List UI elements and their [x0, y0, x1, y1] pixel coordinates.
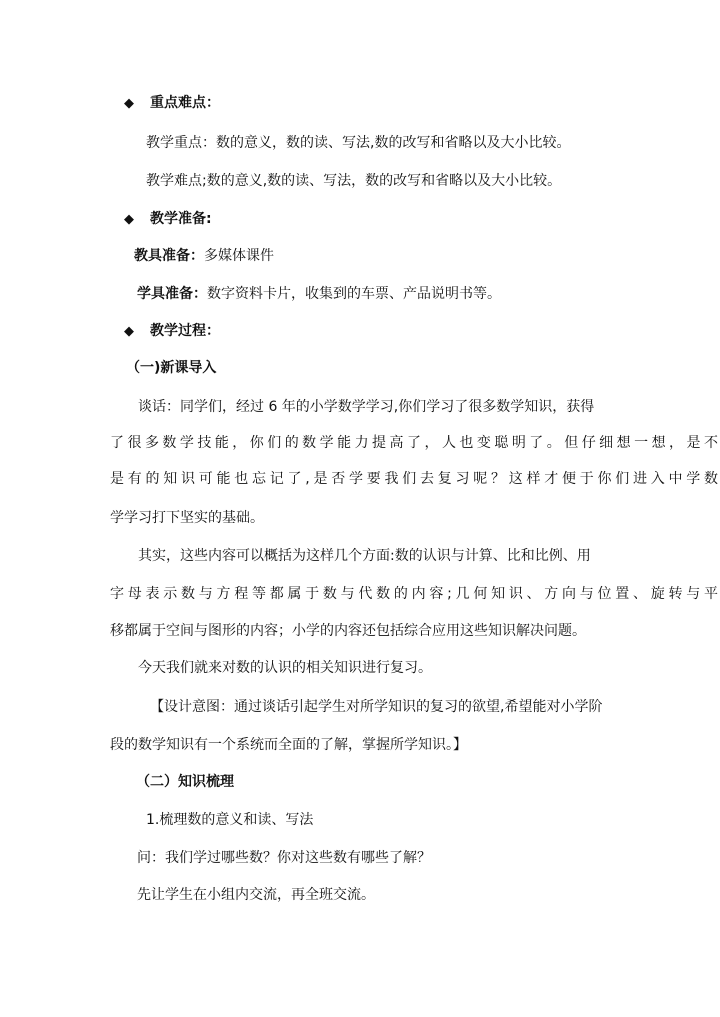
paragraph-line: 学学习打下坚实的基础。 — [110, 510, 264, 526]
diamond-bullet-icon: ◆ — [124, 212, 134, 227]
student-preparation: 学具准备：数字资料卡片，收集到的车票、产品说明书等。 — [137, 286, 501, 302]
preparation-heading: ◆ 教学准备: — [124, 209, 212, 230]
subsection-title: 1.梳理数的意义和读、写法 — [146, 812, 314, 828]
paragraph-line: 是有的知识可能也忘记了,是否学要我们去复习呢？这样才便于你们进入中学数 — [110, 471, 718, 487]
teacher-preparation: 教具准备：多媒体课件 — [134, 248, 274, 264]
section-new-lesson-title: （一)新课导入 — [126, 360, 217, 376]
paragraph-line: 谈话：同学们，经过 6 年的小学数学学习,你们学习了很多数学知识，获得 — [138, 399, 595, 415]
activity-line: 先让学生在小组内交流，再全班交流。 — [137, 887, 375, 903]
teaching-focus: 教学重点：数的意义，数的读、写法,数的改写和省略以及大小比较。 — [146, 135, 571, 151]
question-line: 问：我们学过哪些数？你对这些数有哪些了解？ — [137, 850, 431, 866]
paragraph-line: 了很多数学技能，你们的数学能力提高了，人也变聪明了。但仔细想一想，是不 — [110, 435, 718, 451]
section-knowledge-title: （二）知识梳理 — [136, 774, 234, 790]
key-points-heading: ◆ 重点难点： — [124, 93, 220, 114]
process-heading: ◆ 教学过程： — [124, 321, 220, 342]
design-intent-line: 【设计意图：通过谈话引起学生对所学知识的复习的欲望,希望能对小学阶 — [150, 699, 603, 715]
diamond-bullet-icon: ◆ — [124, 96, 134, 111]
diamond-bullet-icon: ◆ — [124, 324, 134, 339]
paragraph-line: 今天我们就来对数的认识的相关知识进行复习。 — [138, 660, 432, 676]
teaching-difficulty: 教学难点;数的意义,数的读、写法，数的改写和省略以及大小比较。 — [146, 173, 562, 189]
paragraph-line: 字母表示数与方程等都属于数与代数的内容;几何知识、方向与位置、旋转与平 — [110, 586, 718, 602]
paragraph-line: 其实，这些内容可以概括为这样几个方面:数的认识与计算、比和比例、用 — [138, 548, 591, 564]
design-intent-line: 段的数学知识有一个系统而全面的了解，掌握所学知识。】 — [110, 737, 467, 753]
paragraph-line: 移都属于空间与图形的内容；小学的内容还包括综合应用这些知识解决问题。 — [110, 623, 586, 639]
